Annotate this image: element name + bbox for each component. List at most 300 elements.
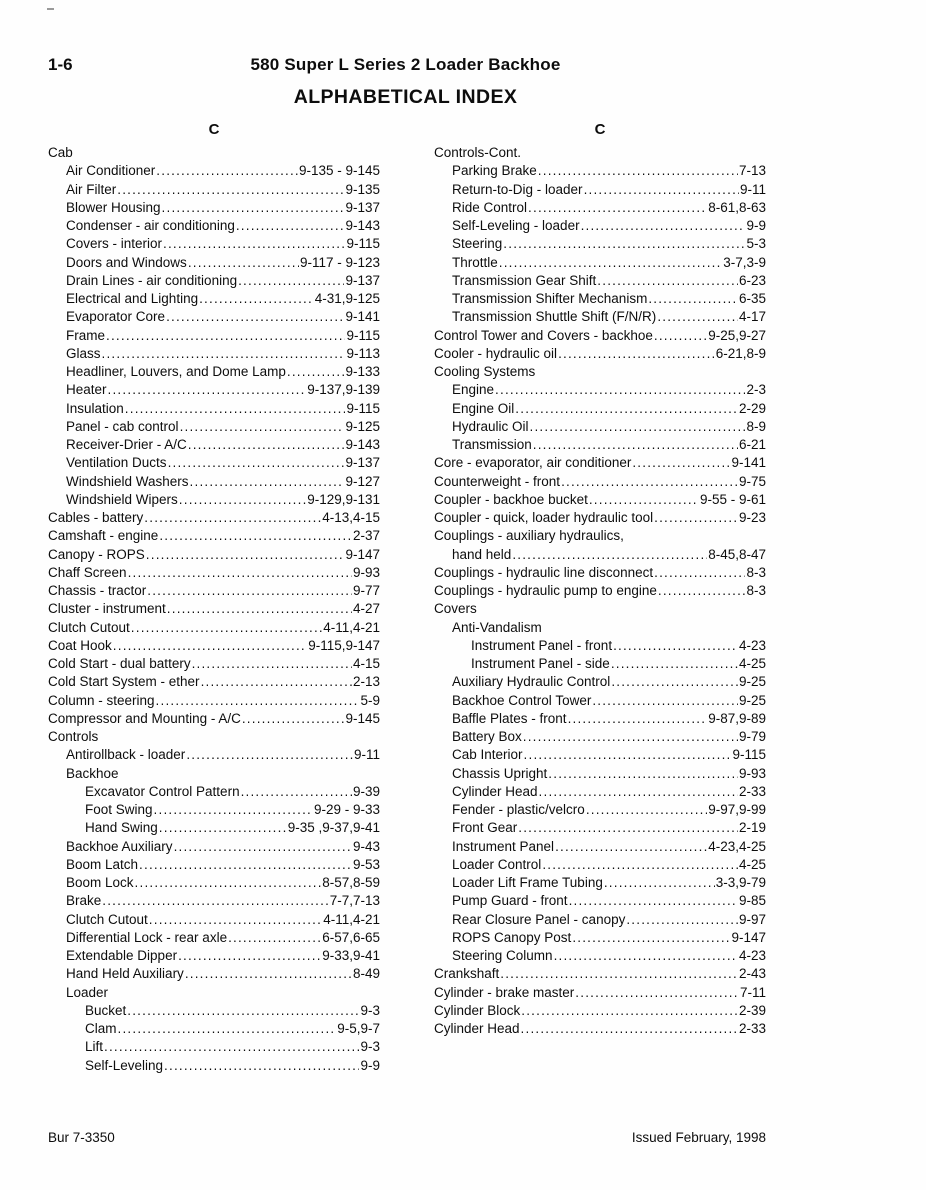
entry-label: Instrument Panel: [452, 838, 555, 854]
entry-pages: 9-113: [346, 345, 380, 361]
dot-leader: [555, 838, 707, 856]
dot-leader: [581, 217, 746, 235]
entry-pages: 6-21,8-9: [715, 345, 766, 361]
entry-label: Backhoe Auxiliary: [66, 838, 173, 854]
dot-leader: [538, 162, 738, 180]
index-entry-list-left: [48, 144, 380, 1075]
index-column-left: [48, 120, 380, 1075]
dot-leader: [657, 308, 738, 326]
index-entry: [48, 911, 380, 929]
dot-leader: [589, 491, 699, 509]
entry-pages: 9-55 - 9-61: [699, 491, 766, 507]
entry-label: Column - steering: [48, 692, 155, 708]
entry-label: Pump Guard - front: [452, 893, 568, 909]
index-entry: [434, 965, 766, 983]
footer-publication-number: Bur 7-3350: [48, 1130, 115, 1145]
entry-label: Throttle: [452, 254, 498, 270]
dot-leader: [554, 947, 738, 965]
dot-leader: [159, 527, 352, 545]
page-number: 1-6: [48, 55, 73, 74]
entry-label: Cab Interior: [452, 747, 523, 763]
entry-label: Ride Control: [452, 199, 528, 215]
index-entry: [48, 783, 380, 801]
entry-label: Chassis - tractor: [48, 583, 147, 598]
dot-leader: [561, 473, 738, 491]
entry-pages: 2-37: [352, 528, 380, 544]
entry-pages: 9-33,9-41: [322, 948, 380, 963]
index-entry: [434, 892, 766, 910]
dot-leader: [174, 838, 352, 856]
entry-pages: 9-93: [738, 765, 766, 781]
index-entry: [434, 564, 766, 582]
entry-label: Parking Brake: [452, 163, 537, 179]
entry-pages: 9-93: [352, 564, 380, 580]
entry-label: Cold Start - dual battery: [48, 656, 191, 671]
entry-pages: 4-23: [738, 948, 766, 963]
index-entry: [48, 144, 380, 162]
entry-pages: 4-23: [738, 637, 766, 653]
entry-pages: 9-127: [345, 473, 380, 489]
index-entry: [434, 765, 766, 783]
index-entry: [434, 491, 766, 509]
entry-pages: 9-137: [345, 199, 380, 215]
index-entry: [434, 801, 766, 819]
index-entry: [48, 381, 380, 399]
index-title: ALPHABETICAL INDEX: [293, 86, 518, 108]
entry-pages: 4-11,4-21: [323, 619, 380, 635]
dot-leader: [500, 965, 738, 983]
index-entry: [48, 710, 380, 728]
index-entry: [48, 454, 380, 472]
dot-leader: [530, 418, 746, 436]
entry-label: Frame: [66, 327, 106, 343]
entry-pages: 9-9: [360, 1057, 380, 1073]
dot-leader: [168, 454, 345, 472]
document-title: 580 Super L Series 2 Loader Backhoe: [250, 55, 561, 74]
index-entry: [434, 929, 766, 947]
page-header: [48, 55, 763, 75]
entry-label: Covers: [434, 601, 477, 617]
index-entry: [48, 619, 380, 637]
index-entry: [434, 327, 766, 345]
entry-pages: 9-115,9-147: [308, 637, 380, 653]
index-entry: [434, 838, 766, 856]
dot-leader: [495, 381, 745, 399]
index-entry: [48, 892, 380, 910]
entry-label: Loader Control: [452, 856, 542, 872]
entry-pages: 9-143: [345, 437, 380, 452]
dot-leader: [104, 1038, 359, 1056]
entry-pages: 9-135 - 9-145: [298, 163, 380, 179]
entry-label: Cables - battery: [48, 510, 144, 525]
entry-pages: 9-115: [346, 236, 380, 252]
dot-leader: [164, 1057, 359, 1075]
entry-label: Transmission Shuttle Shift (F/N/R): [452, 309, 657, 325]
dot-leader: [154, 801, 313, 819]
entry-label: Self-Leveling: [85, 1057, 164, 1073]
index-entry: [48, 692, 380, 710]
entry-pages: 2-29: [738, 400, 766, 416]
entry-label: Insulation: [66, 400, 124, 416]
dot-leader: [166, 308, 344, 326]
entry-label: Core - evaporator, air conditioner: [434, 455, 632, 471]
index-entry: [48, 564, 380, 582]
section-letter-left: C: [208, 121, 220, 138]
entry-pages: 6-23: [738, 272, 766, 288]
dot-leader: [632, 454, 730, 472]
entry-label: Hydraulic Oil: [452, 418, 529, 434]
entry-pages: 4-11,4-21: [323, 911, 380, 927]
entry-pages: 9-147: [345, 546, 380, 562]
entry-label: Doors and Windows: [66, 254, 187, 270]
index-entry: [48, 181, 380, 199]
entry-label: Battery Box: [452, 729, 522, 744]
entry-label: Cooling Systems: [434, 364, 536, 379]
index-entry: [48, 162, 380, 180]
entry-pages: 9-9: [746, 218, 766, 233]
entry-label: Antirollback - loader: [66, 747, 186, 763]
index-entry: [48, 947, 380, 965]
entry-pages: 7-13: [738, 163, 766, 179]
index-entry: [434, 582, 766, 600]
index-entry: [48, 1002, 380, 1020]
entry-pages: 9-125: [345, 418, 380, 434]
entry-label: Baffle Plates - front: [452, 710, 567, 726]
index-entry: [48, 436, 380, 454]
index-entry: [434, 272, 766, 290]
entry-label: Canopy - ROPS: [48, 546, 145, 562]
index-entry: [434, 546, 766, 564]
index-entry: [48, 473, 380, 491]
entry-label: Steering: [452, 236, 503, 252]
entry-label: Couplings - hydraulic pump to engine: [434, 583, 657, 598]
entry-label: Evaporator Core: [66, 309, 166, 325]
entry-pages: 3-3,9-79: [715, 875, 766, 890]
dot-leader: [180, 418, 345, 436]
entry-pages: 8-49: [352, 966, 380, 982]
entry-pages: 9-23: [738, 510, 766, 525]
entry-label: Lift: [85, 1039, 104, 1055]
dot-leader: [518, 819, 738, 837]
dot-leader: [228, 929, 321, 947]
entry-label: Cylinder Head: [452, 783, 538, 799]
entry-label: Hand Swing: [85, 820, 158, 836]
dot-leader: [238, 272, 344, 290]
entry-label: Excavator Control Pattern: [85, 783, 240, 799]
entry-label: Heater: [66, 382, 107, 398]
index-entry: [48, 1020, 380, 1038]
index-entry: [434, 819, 766, 837]
dot-leader: [113, 637, 307, 655]
entry-pages: 9-115: [346, 400, 380, 416]
entry-pages: 9-115: [732, 747, 766, 763]
index-entry: [434, 710, 766, 728]
entry-pages: 8-57,8-59: [322, 875, 380, 890]
entry-label: hand held: [452, 546, 512, 562]
page-footer: [48, 1130, 766, 1145]
scan-artifact: [47, 8, 54, 10]
entry-label: Coat Hook: [48, 637, 112, 653]
index-entry: [48, 655, 380, 673]
entry-label: Coupler - backhoe bucket: [434, 491, 588, 507]
index-entry: [434, 418, 766, 436]
entry-pages: 8-45,8-47: [708, 546, 766, 562]
index-entry: [434, 509, 766, 527]
dot-leader: [503, 235, 745, 253]
entry-label: ROPS Canopy Post: [452, 929, 572, 945]
index-entry: [434, 473, 766, 491]
entry-label: Engine Oil: [452, 400, 515, 416]
entry-pages: 9-97: [738, 911, 766, 927]
index-entry: [48, 527, 380, 545]
dot-leader: [528, 199, 707, 217]
entry-pages: 9-85: [738, 893, 766, 909]
entry-label: Chaff Screen: [48, 564, 127, 580]
entry-label: Backhoe: [66, 765, 119, 781]
entry-pages: 2-33: [738, 1021, 766, 1036]
entry-label: Controls: [48, 729, 99, 744]
index-entry: [434, 254, 766, 272]
entry-label: Clutch Cutout: [48, 619, 130, 635]
entry-pages: 2-33: [738, 783, 766, 799]
entry-pages: 8-3: [746, 583, 766, 598]
index-entry: [434, 454, 766, 472]
entry-label: Front Gear: [452, 820, 518, 836]
index-entry: [434, 1020, 766, 1038]
dot-leader: [139, 856, 352, 874]
entry-pages: 9-53: [352, 856, 380, 872]
dot-leader: [102, 892, 328, 910]
dot-leader: [524, 746, 732, 764]
entry-label: Differential Lock - rear axle: [66, 929, 228, 945]
dot-leader: [188, 436, 345, 454]
entry-pages: 2-13: [352, 674, 380, 690]
dot-leader: [604, 874, 715, 892]
entry-pages: 4-25: [738, 856, 766, 872]
dot-leader: [521, 1002, 738, 1020]
entry-label: Transmission Gear Shift: [452, 272, 597, 288]
index-entry: [434, 199, 766, 217]
dot-leader: [515, 400, 738, 418]
entry-label: Condenser - air conditioning: [66, 218, 235, 233]
dot-leader: [654, 509, 738, 527]
dot-leader: [654, 564, 745, 582]
entry-label: Electrical and Lighting: [66, 291, 199, 306]
entry-pages: 9-115: [346, 327, 380, 343]
entry-label: Foot Swing: [85, 802, 153, 817]
entry-label: Rear Closure Panel - canopy: [452, 911, 626, 927]
dot-leader: [156, 692, 360, 710]
entry-pages: 9-29 - 9-33: [313, 802, 380, 817]
entry-pages: 5-9: [360, 692, 380, 708]
entry-pages: 9-5,9-7: [337, 1021, 380, 1036]
entry-pages: 9-25,9-27: [708, 327, 766, 343]
index-entry: [434, 947, 766, 965]
index-entry: [48, 728, 380, 746]
entry-label: Windshield Wipers: [66, 491, 178, 507]
entry-pages: 4-17: [738, 309, 766, 325]
dot-leader: [592, 692, 738, 710]
entry-label: Controls-Cont.: [434, 145, 522, 160]
entry-label: Clam: [85, 1021, 117, 1036]
entry-pages: 8-3: [746, 564, 766, 580]
dot-leader: [241, 783, 352, 801]
entry-pages: 4-15: [352, 656, 380, 671]
index-entry: [434, 308, 766, 326]
index-entry: [434, 673, 766, 691]
entry-label: Hand Held Auxiliary: [66, 966, 184, 982]
entry-pages: 8-61,8-63: [708, 199, 766, 215]
entry-label: Instrument Panel - side: [471, 656, 610, 671]
dot-leader: [658, 582, 746, 600]
entry-pages: 5-3: [746, 236, 766, 252]
dot-leader: [626, 911, 738, 929]
dot-leader: [648, 290, 738, 308]
entry-label: Transmission Shifter Mechanism: [452, 291, 648, 306]
entry-label: Loader Lift Frame Tubing: [452, 875, 603, 890]
index-entry: [434, 637, 766, 655]
index-entry: [48, 272, 380, 290]
entry-label: Auxiliary Hydraulic Control: [452, 674, 611, 690]
index-entry: [434, 728, 766, 746]
entry-label: Headliner, Louvers, and Dome Lamp: [66, 364, 286, 379]
entry-label: Receiver-Drier - A/C: [66, 437, 187, 452]
dot-leader: [147, 582, 352, 600]
entry-pages: 9-117 - 9-123: [299, 254, 380, 270]
entry-label: Counterweight - front: [434, 473, 561, 489]
entry-label: Crankshaft: [434, 966, 500, 982]
dot-leader: [575, 984, 739, 1002]
index-entry: [434, 984, 766, 1002]
index-entry: [48, 546, 380, 564]
entry-label: Anti-Vandalism: [452, 619, 542, 635]
entry-pages: 9-11: [353, 747, 380, 763]
index-entry: [434, 290, 766, 308]
dot-leader: [190, 473, 345, 491]
dot-leader: [597, 272, 738, 290]
index-entry: [434, 911, 766, 929]
entry-pages: 4-31,9-125: [314, 291, 380, 306]
entry-label: Boom Latch: [66, 856, 139, 872]
entry-pages: 4-27: [352, 601, 380, 617]
index-entry: [434, 746, 766, 764]
dot-leader: [523, 728, 738, 746]
dot-leader: [117, 181, 344, 199]
index-entry: [48, 801, 380, 819]
entry-pages: 2-39: [738, 1002, 766, 1018]
entry-pages: 8-9: [746, 418, 766, 434]
index-entry: [48, 491, 380, 509]
dot-leader: [131, 619, 322, 637]
dot-leader: [106, 327, 345, 345]
index-entry: [434, 527, 766, 545]
dot-leader: [539, 783, 738, 801]
dot-leader: [611, 655, 738, 673]
dot-leader: [178, 947, 321, 965]
dot-leader: [162, 199, 345, 217]
entry-label: Transmission: [452, 437, 532, 452]
entry-label: Loader: [66, 984, 109, 1000]
index-entry: [48, 765, 380, 783]
index-entry: [48, 308, 380, 326]
entry-label: Couplings - auxiliary hydraulics,: [434, 528, 624, 544]
entry-label: Glass: [66, 345, 101, 361]
index-entry: [48, 856, 380, 874]
entry-label: Engine: [452, 382, 495, 398]
index-entry: [48, 637, 380, 655]
index-column-right: [434, 120, 766, 1038]
entry-pages: 9-97,9-99: [708, 802, 766, 817]
index-entry: [434, 144, 766, 162]
index-entry: [48, 363, 380, 381]
entry-pages: 9-137,9-139: [307, 382, 380, 398]
entry-pages: 9-137: [345, 455, 380, 471]
entry-pages: 4-23,4-25: [708, 838, 766, 854]
dot-leader: [125, 400, 346, 418]
dot-leader: [611, 673, 738, 691]
entry-label: Cab: [48, 145, 73, 160]
index-entry: [434, 217, 766, 235]
index-entry: [48, 199, 380, 217]
index-entry: [434, 600, 766, 618]
dot-leader: [584, 181, 739, 199]
dot-leader: [118, 1020, 337, 1038]
footer-issue-date: Issued February, 1998: [631, 1130, 766, 1145]
dot-leader: [135, 874, 322, 892]
dot-leader: [127, 1002, 359, 1020]
entry-label: Control Tower and Covers - backhoe: [434, 327, 653, 343]
index-entry: [48, 235, 380, 253]
entry-label: Steering Column: [452, 948, 553, 963]
index-entry: [48, 838, 380, 856]
entry-label: Boom Lock: [66, 875, 134, 890]
entry-pages: 9-25: [738, 692, 766, 708]
entry-pages: 9-25: [738, 674, 766, 690]
dot-leader: [149, 911, 322, 929]
entry-pages: 9-135: [345, 181, 380, 197]
dot-leader: [167, 600, 352, 618]
entry-pages: 9-39: [352, 783, 380, 799]
entry-pages: 9-141: [345, 309, 380, 325]
entry-label: Covers - interior: [66, 236, 163, 252]
entry-label: Instrument Panel - front: [471, 637, 613, 653]
entry-label: Windshield Washers: [66, 473, 189, 489]
dot-leader: [102, 345, 346, 363]
entry-label: Compressor and Mounting - A/C: [48, 710, 241, 726]
dot-leader: [521, 1020, 738, 1038]
dot-leader: [586, 801, 707, 819]
entry-pages: 7-7,7-13: [329, 893, 380, 909]
entry-pages: 9-87,9-89: [708, 710, 766, 726]
index-entry: [434, 1002, 766, 1020]
entry-pages: 9-129,9-131: [307, 491, 380, 507]
entry-pages: 6-21: [738, 437, 766, 452]
dot-leader: [512, 546, 707, 564]
entry-label: Ventilation Ducts: [66, 455, 167, 471]
entry-label: Air Conditioner: [66, 163, 156, 179]
entry-label: Air Filter: [66, 181, 117, 197]
entry-label: Cluster - instrument: [48, 601, 166, 617]
index-entry: [48, 746, 380, 764]
entry-pages: 6-35: [738, 291, 766, 306]
entry-pages: 9-3: [360, 1002, 380, 1018]
index-entry: [434, 619, 766, 637]
dot-leader: [156, 162, 298, 180]
index-entry: [48, 509, 380, 527]
entry-pages: 9-143: [345, 218, 380, 233]
dot-leader: [199, 290, 314, 308]
index-entry: [434, 436, 766, 454]
